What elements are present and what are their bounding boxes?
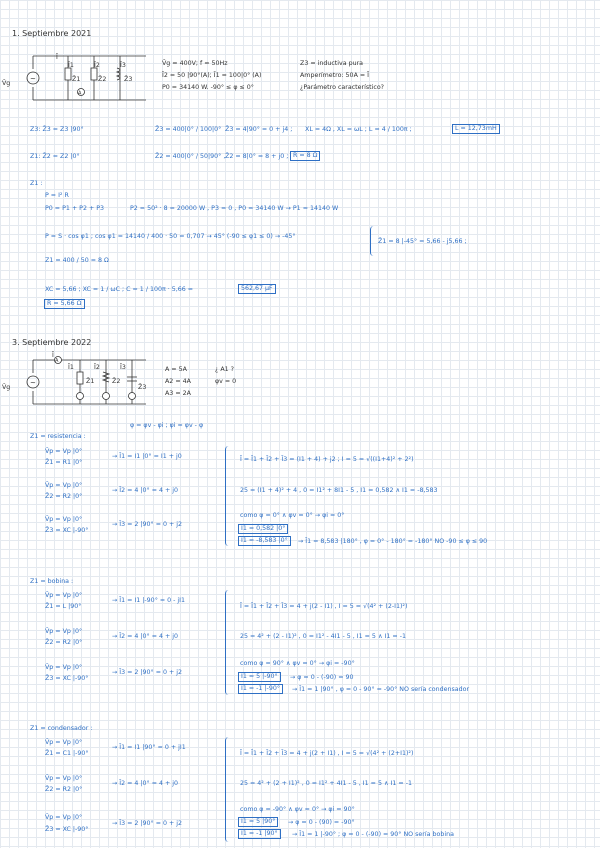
bob-row2-v: V̄p = Vp |0° [45,628,83,635]
svg-text:A: A [78,90,82,97]
con-row3-v: V̄p = Vp |0° [45,814,83,821]
impedance-3-label-2: Z̄3 [138,384,147,391]
impedance-2-label-2: Z̄2 [112,378,121,385]
con-box1-tail: → φ = 0 - (90) = -90° [288,819,355,826]
z2-step-b: Z̄2 = 400|0° / 50|90° , [155,153,226,160]
bob-row2-z: Z̄2 = R2 |0° [45,639,83,646]
brace-bob [225,590,232,695]
res-right-2: 25 = (I1 + 4)² + 4 , 0 = I1² + 8I1 - 5 , I1 = 0,582 ∧ I1 = -8,583 [240,487,438,494]
source-label-2: V̄g [2,384,11,391]
con-right-1: Ī = Ī1 + Ī2 + Ī3 = 4 + j(2 + I1) , I = 5 = √(4² + (2+I1)²) [240,750,414,757]
given-2: Ī2 = 50 |90°(A); Ī1 = 100|0° (A) [162,72,262,79]
con-row1-eq: → Ī1 = I1 |90° = 0 + jI1 [112,744,186,751]
z1-modulus: Z1 = 400 / 50 = 8 Ω [45,257,109,264]
svg-text:A: A [55,358,59,364]
bob-row2-eq: → Ī2 = 4 |0° = 4 + j0 [112,633,179,640]
cos-line: P = S · cos φ1 ; cos φ1 = 14140 / 400 · 50 = 0,707 → 45° (-90 ≤ φ1 ≤ 0) → -45° [45,233,296,240]
bob-right-1: Ī = Ī1 + Ī2 + Ī3 = 4 + j(2 - I1) , I = 5 = √(4² + (2-I1)²) [240,603,408,610]
given-a3: A3 = 2A [165,390,191,397]
bob-row3-v: V̄p = Vp |0° [45,664,83,671]
current-2-label-2: Ī2 [94,364,100,371]
res-box1: Ī1 = 0,582 |0° [238,524,288,534]
res-row2-v: V̄p = Vp |0° [45,482,83,489]
con-row1-z: Z̄1 = C1 |-90° [45,750,89,757]
bob-row1-v: V̄p = Vp |0° [45,592,83,599]
con-row2-v: V̄p = Vp |0° [45,775,83,782]
res-right-1: Ī = Ī1 + Ī2 + Ī3 = (I1 + 4) + j2 ; I = 5 = √((I1+4)² + 2²) [240,456,414,463]
res-right-3: como φ = 0° ∧ φv = 0° → φi = 0° [240,512,345,519]
con-right-2: 25 = 4² + (2 + I1)² , 0 = I1² + 4I1 - 5 , I1 = 5 ∧ I1 = -1 [240,780,412,787]
con-row1-v: V̄p = Vp |0° [45,739,83,746]
power-values: P2 = 50² · 8 = 20000 W , P3 = 0 , P0 = 34140 W → P1 = 14140 W [130,205,339,212]
con-final: → Ī1 = 1 |-90° ; φ = 0 - (-90) = 90° NO sería bobina [292,831,454,838]
con-row2-z: Z̄2 = R2 |0° [45,786,83,793]
res-row3-eq: → Ī3 = 2 |90° = 0 + j2 [112,521,183,528]
res-row2-eq: → Ī2 = 4 |0° = 4 + j0 [112,487,179,494]
bob-row3-z: Z̄3 = XC |-90° [45,675,89,682]
source-label: V̄g [2,80,11,87]
res-box2: Ī1 = -8,583 |0° [238,536,291,546]
svg-text:~: ~ [30,75,36,83]
res-row1-eq: → Ī1 = I1 |0° = I1 + j0 [112,453,182,460]
resistencia-title: Z1 = resistencia : [30,433,86,440]
phase-relation: φ = φv - φi ; φi = φv - φ [130,422,204,429]
bob-row1-eq: → Ī1 = I1 |-90° = 0 - jI1 [112,597,186,604]
impedance-1-label-2: Z̄1 [86,378,95,385]
impedance-1-label: Z̄1 [72,76,81,83]
note-2: Amperímetro: 50A = Ī [300,72,370,79]
con-row2-eq: → Ī2 = 4 |0° = 4 + j0 [112,780,179,787]
capacitance-result: 562,67 μF [238,284,276,294]
con-right-3: como φ = -90° ∧ φv = 0° → φi = 90° [240,806,355,813]
res-row1-z: Z̄1 = R1 |0° [45,459,83,466]
bobina-title: Z1 = bobina : [30,578,74,585]
current-3-label-2: Ī3 [120,364,126,371]
impedance-2-label: Z̄2 [98,76,107,83]
con-row3-eq: → Ī3 = 2 |90° = 0 + j2 [112,820,183,827]
given-a2: A2 = 4A [165,378,191,385]
bob-box1-tail: → φ = 0 - (-90) = 90 [290,674,354,681]
impedance-3-label: Z̄3 [124,76,133,83]
inductance-result: L = 12,73mH [452,124,500,134]
z3-step-a: Z3: Z̄3 = Z3 |90° [30,126,84,133]
z2-step-c: Z̄2 = 8|0° = 8 + j0 ; [225,153,289,160]
brace [370,226,377,256]
given-a: A = 5A [165,366,187,373]
bob-row3-eq: → Ī3 = 2 |90° = 0 + j2 [112,669,183,676]
current-label-2: Ī [52,352,54,359]
z3-step-b: Z̄3 = 400|0° / 100|0° [155,126,222,133]
condensador-title: Z1 = condensador : [30,725,93,732]
current-1-label-2: Ī1 [68,364,74,371]
res-row3-v: V̄p = Vp |0° [45,516,83,523]
circuit-diagram-2 [14,356,154,410]
ask-phi: φv = 0 [215,378,237,385]
bob-box2: Ī1 = -1 |-90° [238,684,283,694]
bob-final: → Ī1 = 1 |90° , φ = 0 - 90° = -90° NO sería condensador [292,686,470,693]
res-final: → Ī1 = 8,583 |180° , φ = 0° - 180° = -180° NO -90 ≤ φ ≤ 90 [298,538,488,545]
bob-row1-z: Z̄1 = L |90° [45,603,82,610]
z1-result: Z̄1 = 8 |-45° = 5,66 - j5,66 ; [378,238,467,245]
z1-label: Z1 : [30,180,43,187]
z3-step-d: XL = 4Ω , XL = ωL ; L = 4 / 100π ; [305,126,412,133]
bob-right-3: como φ = 90° ∧ φv = 0° → φi = -90° [240,660,355,667]
con-row3-z: Z̄3 = XC |-90° [45,826,89,833]
section1-heading: 1. Septiembre 2021 [12,29,92,38]
res-row3-z: Z̄3 = XC |-90° [45,527,89,534]
current-2-label: Ī2 [94,62,100,69]
resistance-result: R = 8 Ω [290,151,320,161]
section3-heading: 3. Septiembre 2022 [12,338,92,347]
z3-step-c: Z̄3 = 4|90° = 0 + j4 ; [225,126,293,133]
ask-a1: ¿ A1 ? [215,366,235,373]
xc-line: XC = 5,66 ; XC = 1 / ωC ; C = 1 / 100π · 5,66 = [45,286,194,293]
con-box1: Ī1 = 5 |90° [238,817,278,827]
bob-right-2: 25 = 4² + (2 - I1)² , 0 = I1² - 4I1 - 5 , I1 = 5 ∧ I1 = -1 [240,633,406,640]
given-3: P0 = 34140 W. -90° ≤ φ ≤ 0° [162,84,254,91]
power-sum: P0 = P1 + P2 + P3 [45,205,105,212]
bob-box1: Ī1 = 5 |-90° [238,672,281,682]
res-row1-v: V̄p = Vp |0° [45,448,83,455]
brace-con [225,737,232,842]
current-1-label: Ī1 [68,62,74,69]
note-3: ¿Parámetro característico? [300,84,385,91]
current-3-label: Ī3 [120,62,126,69]
r-result: R = 5,66 Ω [44,299,85,309]
power-formula: P = I² R [45,192,69,199]
con-box2: Ī1 = -1 |90° [238,829,281,839]
z2-step-a: Z1: Z̄2 = Z2 |0° [30,153,80,160]
svg-text:~: ~ [30,379,36,387]
res-row2-z: Z̄2 = R2 |0° [45,493,83,500]
note-1: Z3 = inductiva pura [300,60,364,67]
circuit-diagram-1 [14,52,154,106]
given-1: V̄g = 400V; f = 50Hz [162,60,228,67]
current-label: Ī [56,54,58,61]
brace-res [225,446,232,546]
